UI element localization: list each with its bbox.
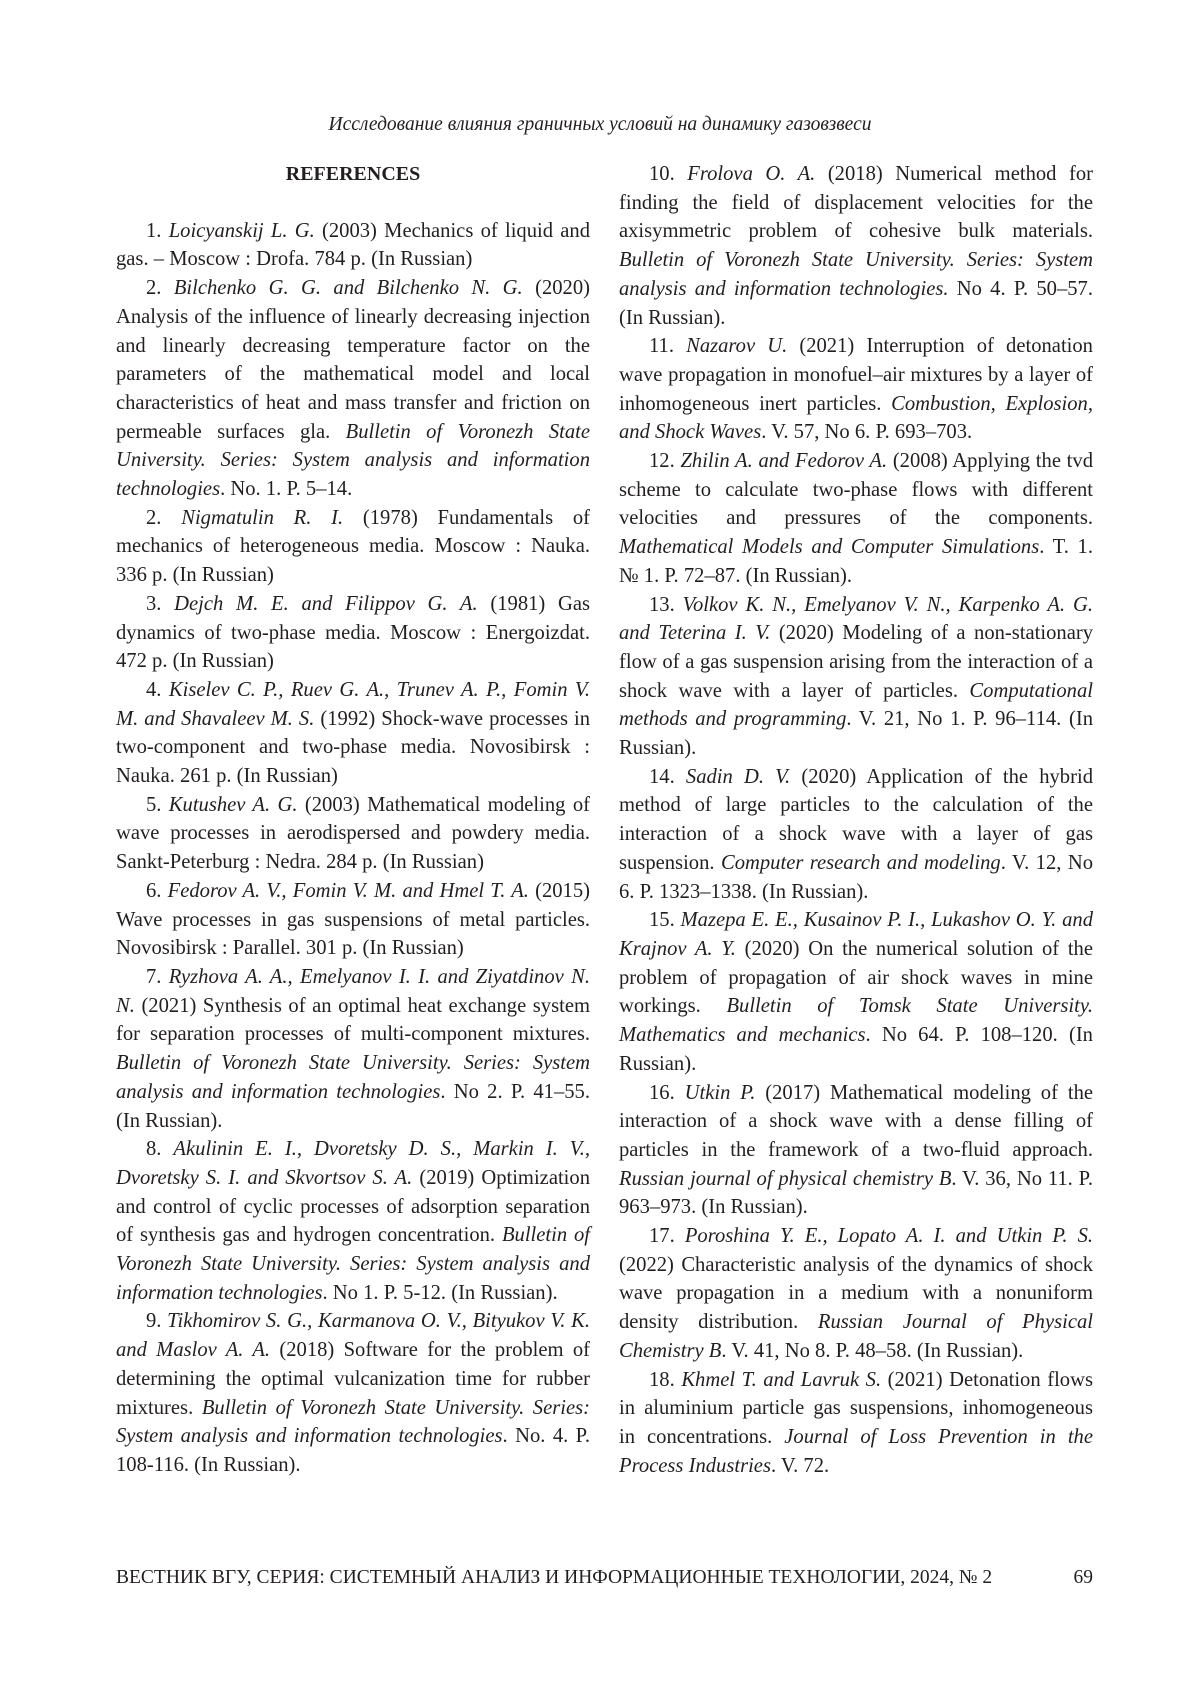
journal-title: ВЕСТНИК ВГУ, СЕРИЯ: СИСТЕМНЫЙ АНАЛИЗ И ИНФОРМАЦИОННЫЕ ТЕХНОЛОГИИ, 2024, № 2 xyxy=(116,1567,992,1589)
reference-text: 7. xyxy=(146,966,169,988)
reference-entry xyxy=(619,763,1093,907)
references-column-left xyxy=(116,160,590,1480)
reference-italic-text: Bilchenko G. G. and Bilchenko N. G. xyxy=(174,277,523,299)
reference-italic-text: Russian journal of physical chemistry B xyxy=(619,1168,951,1190)
reference-text: (2020) Application of the hybrid method of large particles to the calculation of the interaction of a shock wave with a layer of gas suspension. xyxy=(619,766,1093,874)
reference-entry xyxy=(116,1307,590,1479)
reference-text: 9. xyxy=(146,1310,167,1332)
reference-text: 8. xyxy=(146,1138,173,1160)
reference-italic-text: Frolova O. A. xyxy=(687,163,815,185)
reference-text: . V. 57, No 6. P. 693–703. xyxy=(761,421,972,443)
reference-text: (2003) Mathematical modeling of wave processes in aerodispersed and powdery media. Sankt-Peterburg : Nedra. 284 p. (In Russian) xyxy=(116,794,590,873)
reference-italic-text: Bulletin of Voronezh State University. Series: System analysis and information technologies xyxy=(116,1397,590,1448)
reference-text: . V. 36, No 11. P. 963–973. (In Russian). xyxy=(619,1168,1093,1219)
reference-list-left xyxy=(116,217,590,1480)
reference-italic-text: Dejch M. E. and Filippov G. A. xyxy=(174,593,478,615)
reference-entry xyxy=(619,332,1093,447)
reference-entry xyxy=(619,1366,1093,1481)
reference-text: (1978) Fundamentals of mechanics of heterogeneous media. Moscow : Nauka. 336 p. (In Russian) xyxy=(116,507,590,586)
reference-text: 16. xyxy=(649,1082,685,1104)
reference-text: (2021) Synthesis of an optimal heat exchange system for separation processes of multi-component mixtures. xyxy=(116,995,590,1046)
reference-text: (2021) Interruption of detonation wave propagation in monofuel–air mixtures by a layer of inhomogeneous inert particles. xyxy=(619,335,1093,414)
reference-text: (2017) Mathematical modeling of the interaction of a shock wave with a dense filling of particles in the framework of a two-fluid approach. xyxy=(619,1082,1093,1161)
reference-entry xyxy=(619,906,1093,1078)
reference-text: 15. xyxy=(649,909,681,931)
reference-italic-text: Computer research and modeling xyxy=(721,852,1001,874)
reference-entry xyxy=(116,504,590,590)
reference-text: 10. xyxy=(649,163,687,185)
reference-entry xyxy=(619,1222,1093,1366)
reference-italic-text: Russian Journal of Physical Chemistry B xyxy=(619,1311,1093,1362)
reference-entry xyxy=(619,160,1093,332)
reference-entry xyxy=(619,1079,1093,1223)
reference-text: (2003) Mechanics of liquid and gas. – Moscow : Drofa. 784 p. (In Russian) xyxy=(116,220,590,271)
reference-italic-text: Mathematical Models and Computer Simulations xyxy=(619,536,1039,558)
references-heading: REFERENCES xyxy=(116,160,590,189)
reference-text: (2020) Modeling of a non-stationary flow of a gas suspension arising from the interaction of a shock wave with a layer of particles. xyxy=(619,622,1093,701)
page-footer xyxy=(116,1567,1093,1589)
reference-text: No 4. P. 50–57. (In Russian). xyxy=(619,278,1093,329)
reference-italic-text: Nigmatulin R. I. xyxy=(181,507,343,529)
reference-text: 6. xyxy=(146,880,168,902)
reference-italic-text: Bulletin of Voronezh State University. Series: System analysis and information technologies xyxy=(116,421,590,500)
reference-text: (2021) Detonation flows in aluminium particle gas suspensions, inhomogeneous in concentrations. xyxy=(619,1369,1093,1448)
reference-text: (2020) On the numerical solution of the problem of propagation of air shock waves in mine workings. xyxy=(619,938,1093,1017)
references-column-right xyxy=(619,160,1093,1480)
reference-text: (1992) Shock-wave processes in two-component and two-phase media. Novosibirsk : Nauka. 261 p. (In Russian) xyxy=(116,708,590,787)
reference-text: 17. xyxy=(649,1225,685,1247)
reference-text: 11. xyxy=(649,335,686,357)
reference-text: . V. 41, No 8. P. 48–58. (In Russian). xyxy=(721,1340,1023,1362)
reference-entry xyxy=(619,447,1093,591)
reference-italic-text: Khmel T. and Lavruk S. xyxy=(681,1369,881,1391)
reference-italic-text: Mazepa E. E., Kusainov P. I., Lukashov O. Y. and Krajnov A. Y. xyxy=(619,909,1093,960)
reference-text: 4. xyxy=(146,679,169,701)
reference-text: . No. 4. P. 108-116. (In Russian). xyxy=(116,1425,590,1476)
reference-text: 5. xyxy=(146,794,169,816)
reference-list-right xyxy=(619,160,1093,1480)
reference-italic-text: Journal of Loss Prevention in the Process Industries xyxy=(619,1426,1093,1477)
reference-text: (2018) Software for the problem of determining the optimal vulcanization time for rubber mixtures. xyxy=(116,1339,590,1418)
reference-italic-text: Tikhomirov S. G., Karmanova O. V., Bityukov V. K. and Maslov A. A. xyxy=(116,1310,590,1361)
reference-italic-text: Poroshina Y. E., Lopato A. I. and Utkin P. S. xyxy=(685,1225,1093,1247)
reference-text: 12. xyxy=(649,450,680,472)
reference-italic-text: Bulletin of Voronezh State University. Series: System analysis and information technologies. xyxy=(619,249,1093,300)
reference-text: 3. xyxy=(146,593,174,615)
reference-text: . V. 72. xyxy=(771,1455,829,1477)
reference-entry xyxy=(116,877,590,963)
reference-text: (1981) Gas dynamics of two-phase media. Moscow : Energoizdat. 472 p. (In Russian) xyxy=(116,593,590,672)
reference-text: 2. xyxy=(146,507,181,529)
reference-italic-text: Combustion, Explosion, and Shock Waves xyxy=(619,393,1093,444)
reference-italic-text: Akulinin E. I., Dvoretsky D. S., Markin I. V., Dvoretsky S. I. and Skvortsov S. A. xyxy=(116,1138,590,1189)
page-number: 69 xyxy=(1074,1567,1094,1589)
reference-text: 1. xyxy=(146,220,169,242)
reference-entry xyxy=(116,274,590,504)
reference-text: 13. xyxy=(649,594,683,616)
reference-text: 18. xyxy=(649,1369,681,1391)
reference-text: (2022) Characteristic analysis of the dynamics of shock wave propagation in a medium with a nonuniform density distribution. xyxy=(619,1254,1093,1333)
reference-italic-text: Ryzhova A. A., Emelyanov I. I. and Ziyatdinov N. N. xyxy=(116,966,590,1017)
reference-italic-text: Nazarov U. xyxy=(686,335,787,357)
reference-text: (2008) Applying the tvd scheme to calculate two-phase flows with different velocities and pressures of the components. xyxy=(619,450,1093,529)
reference-text: (2015) Wave processes in gas suspensions of metal particles. Novosibirsk : Parallel. 301 p. (In Russian) xyxy=(116,880,590,959)
reference-italic-text: Bulletin of Voronezh State University. Series: System analysis and information technologies xyxy=(116,1224,590,1303)
reference-italic-text: Fedorov A. V., Fomin V. M. and Hmel T. A. xyxy=(168,880,529,902)
reference-entry xyxy=(619,591,1093,763)
reference-italic-text: Loicyanskij L. G. xyxy=(169,220,315,242)
reference-italic-text: Kutushev A. G. xyxy=(169,794,298,816)
reference-text: . V. 21, No 1. P. 96–114. (In Russian). xyxy=(619,708,1093,759)
reference-entry xyxy=(116,1135,590,1307)
reference-text: 2. xyxy=(146,277,174,299)
reference-italic-text: Computational methods and programming xyxy=(619,680,1093,731)
reference-italic-text: Bulletin of Tomsk State University. Mathematics and mechanics xyxy=(619,995,1093,1046)
reference-italic-text: Utkin P. xyxy=(685,1082,756,1104)
reference-text: . No 64. P. 108–120. (In Russian). xyxy=(619,1024,1093,1075)
reference-text: . V. 12, No 6. P. 1323–1338. (In Russian). xyxy=(619,852,1093,903)
reference-entry xyxy=(116,676,590,791)
reference-entry xyxy=(116,217,590,274)
reference-entry xyxy=(116,963,590,1135)
reference-italic-text: Volkov K. N., Emelyanov V. N., Karpenko A. G. and Teterina I. V. xyxy=(619,594,1093,645)
reference-text: (2020) Analysis of the influence of linearly decreasing injection and linearly decreasing temperature factor on the parameters of the mathematical model and local characteristics of heat and mass transfer and friction on permeable surfaces gla. xyxy=(116,277,590,443)
reference-text: (2019) Optimization and control of cyclic processes of adsorption separation of synthesis gas and hydrogen concentration. xyxy=(116,1167,590,1246)
reference-italic-text: Sadin D. V. xyxy=(686,766,790,788)
reference-text: (2018) Numerical method for finding the field of displacement velocities for the axisymmetric problem of cohesive bulk materials. xyxy=(619,163,1093,242)
reference-italic-text: Kiselev C. P., Ruev G. A., Trunev A. P., Fomin V. M. and Shavaleev M. S. xyxy=(116,679,590,730)
reference-entry xyxy=(116,791,590,877)
reference-text: . No. 1. P. 5–14. xyxy=(220,478,352,500)
reference-entry xyxy=(116,590,590,676)
running-head: Исследование влияния граничных условий на динамику газовзвеси xyxy=(0,114,1200,136)
reference-text: 14. xyxy=(649,766,686,788)
reference-italic-text: Bulletin of Voronezh State University. Series: System analysis and information technologies xyxy=(116,1052,590,1103)
reference-text: . No 1. P. 5-12. (In Russian). xyxy=(323,1282,558,1304)
reference-italic-text: Zhilin A. and Fedorov A. xyxy=(680,450,887,472)
reference-text: . T. 1. № 1. P. 72–87. (In Russian). xyxy=(619,536,1093,587)
reference-text: . No 2. P. 41–55. (In Russian). xyxy=(116,1081,590,1132)
